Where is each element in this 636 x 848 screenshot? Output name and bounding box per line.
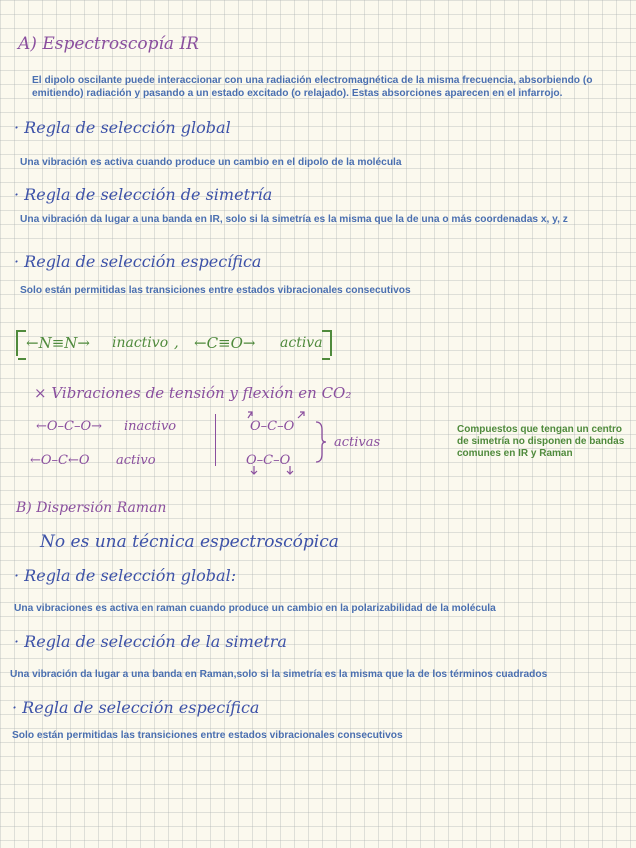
ir-rule-specific-heading: · Regla de selección específica bbox=[14, 252, 262, 271]
raman-rule-global-heading: · Regla de selección global: bbox=[14, 566, 237, 585]
ir-rule-symmetry-heading: · Regla de selección de simetría bbox=[14, 185, 273, 204]
co2-symmetric-state: inactivo bbox=[124, 419, 177, 434]
co2-brace bbox=[314, 420, 328, 464]
section-a-title: A) Espectroscopía IR bbox=[18, 34, 199, 54]
co2-bend-arrows bbox=[244, 410, 314, 480]
raman-rule-global-text: Una vibraciones es activa en raman cuando produce un cambio en la polarizabilidad de la molécula bbox=[14, 603, 496, 614]
ir-rule-global-heading: · Regla de selección global bbox=[14, 118, 231, 137]
n2-molecule: ←N≡N→ bbox=[26, 334, 90, 352]
raman-subtitle: No es una técnica espectroscópica bbox=[40, 532, 339, 552]
co-molecule: ←C≡O→ bbox=[194, 334, 256, 352]
section-b-title: B) Dispersión Raman bbox=[16, 500, 167, 516]
ir-rule-specific-text: Solo están permitidas las transiciones entre estados vibracionales consecutivos bbox=[20, 285, 411, 296]
co2-asymmetric-stretch: ←O–C←O bbox=[30, 453, 90, 468]
raman-rule-specific-text: Solo están permitidas las transiciones entre estados vibracionales consecutivos bbox=[12, 730, 403, 741]
n2-state: inactivo bbox=[112, 335, 169, 351]
ir-rule-symmetry-text: Una vibración da lugar a una banda en IR, solo si la simetría es la misma que la de una o más coordenadas x, y, z bbox=[20, 214, 568, 225]
co2-heading: × Vibraciones de tensión y flexión en CO₂ bbox=[34, 384, 352, 402]
co2-bend-2: O–C–O bbox=[246, 453, 291, 468]
co2-bend-1: O–C–O bbox=[250, 419, 295, 434]
co2-symmetric-stretch: ←O–C–O→ bbox=[36, 419, 103, 434]
symmetry-center-note: Compuestos que tengan un centro de simetría no disponen de bandas comunes en IR y Raman bbox=[457, 424, 625, 459]
ir-rule-global-text: Una vibración es activa cuando produce un cambio en el dipolo de la molécula bbox=[20, 157, 402, 168]
co2-divider bbox=[215, 414, 216, 466]
ir-intro-text: El dipolo oscilante puede interaccionar con una radiación electromagnética de la misma frecuencia, absorbiendo (o emitiendo) radiación y pasando a un estado excitado (o relajado). Estas absorciones aparecen en el infarrojo. bbox=[32, 75, 593, 99]
raman-rule-symmetry-heading: · Regla de selección de la simetra bbox=[14, 632, 287, 651]
raman-rule-symmetry-text: Una vibración da lugar a una banda en Raman,solo si la simetría es la misma que la de los términos cuadrados bbox=[10, 669, 548, 680]
co2-asymmetric-state: activo bbox=[116, 453, 156, 468]
raman-rule-specific-heading: · Regla de selección específica bbox=[12, 698, 260, 717]
co2-bend-state: activas bbox=[334, 435, 381, 450]
co-state: activa bbox=[280, 335, 323, 351]
